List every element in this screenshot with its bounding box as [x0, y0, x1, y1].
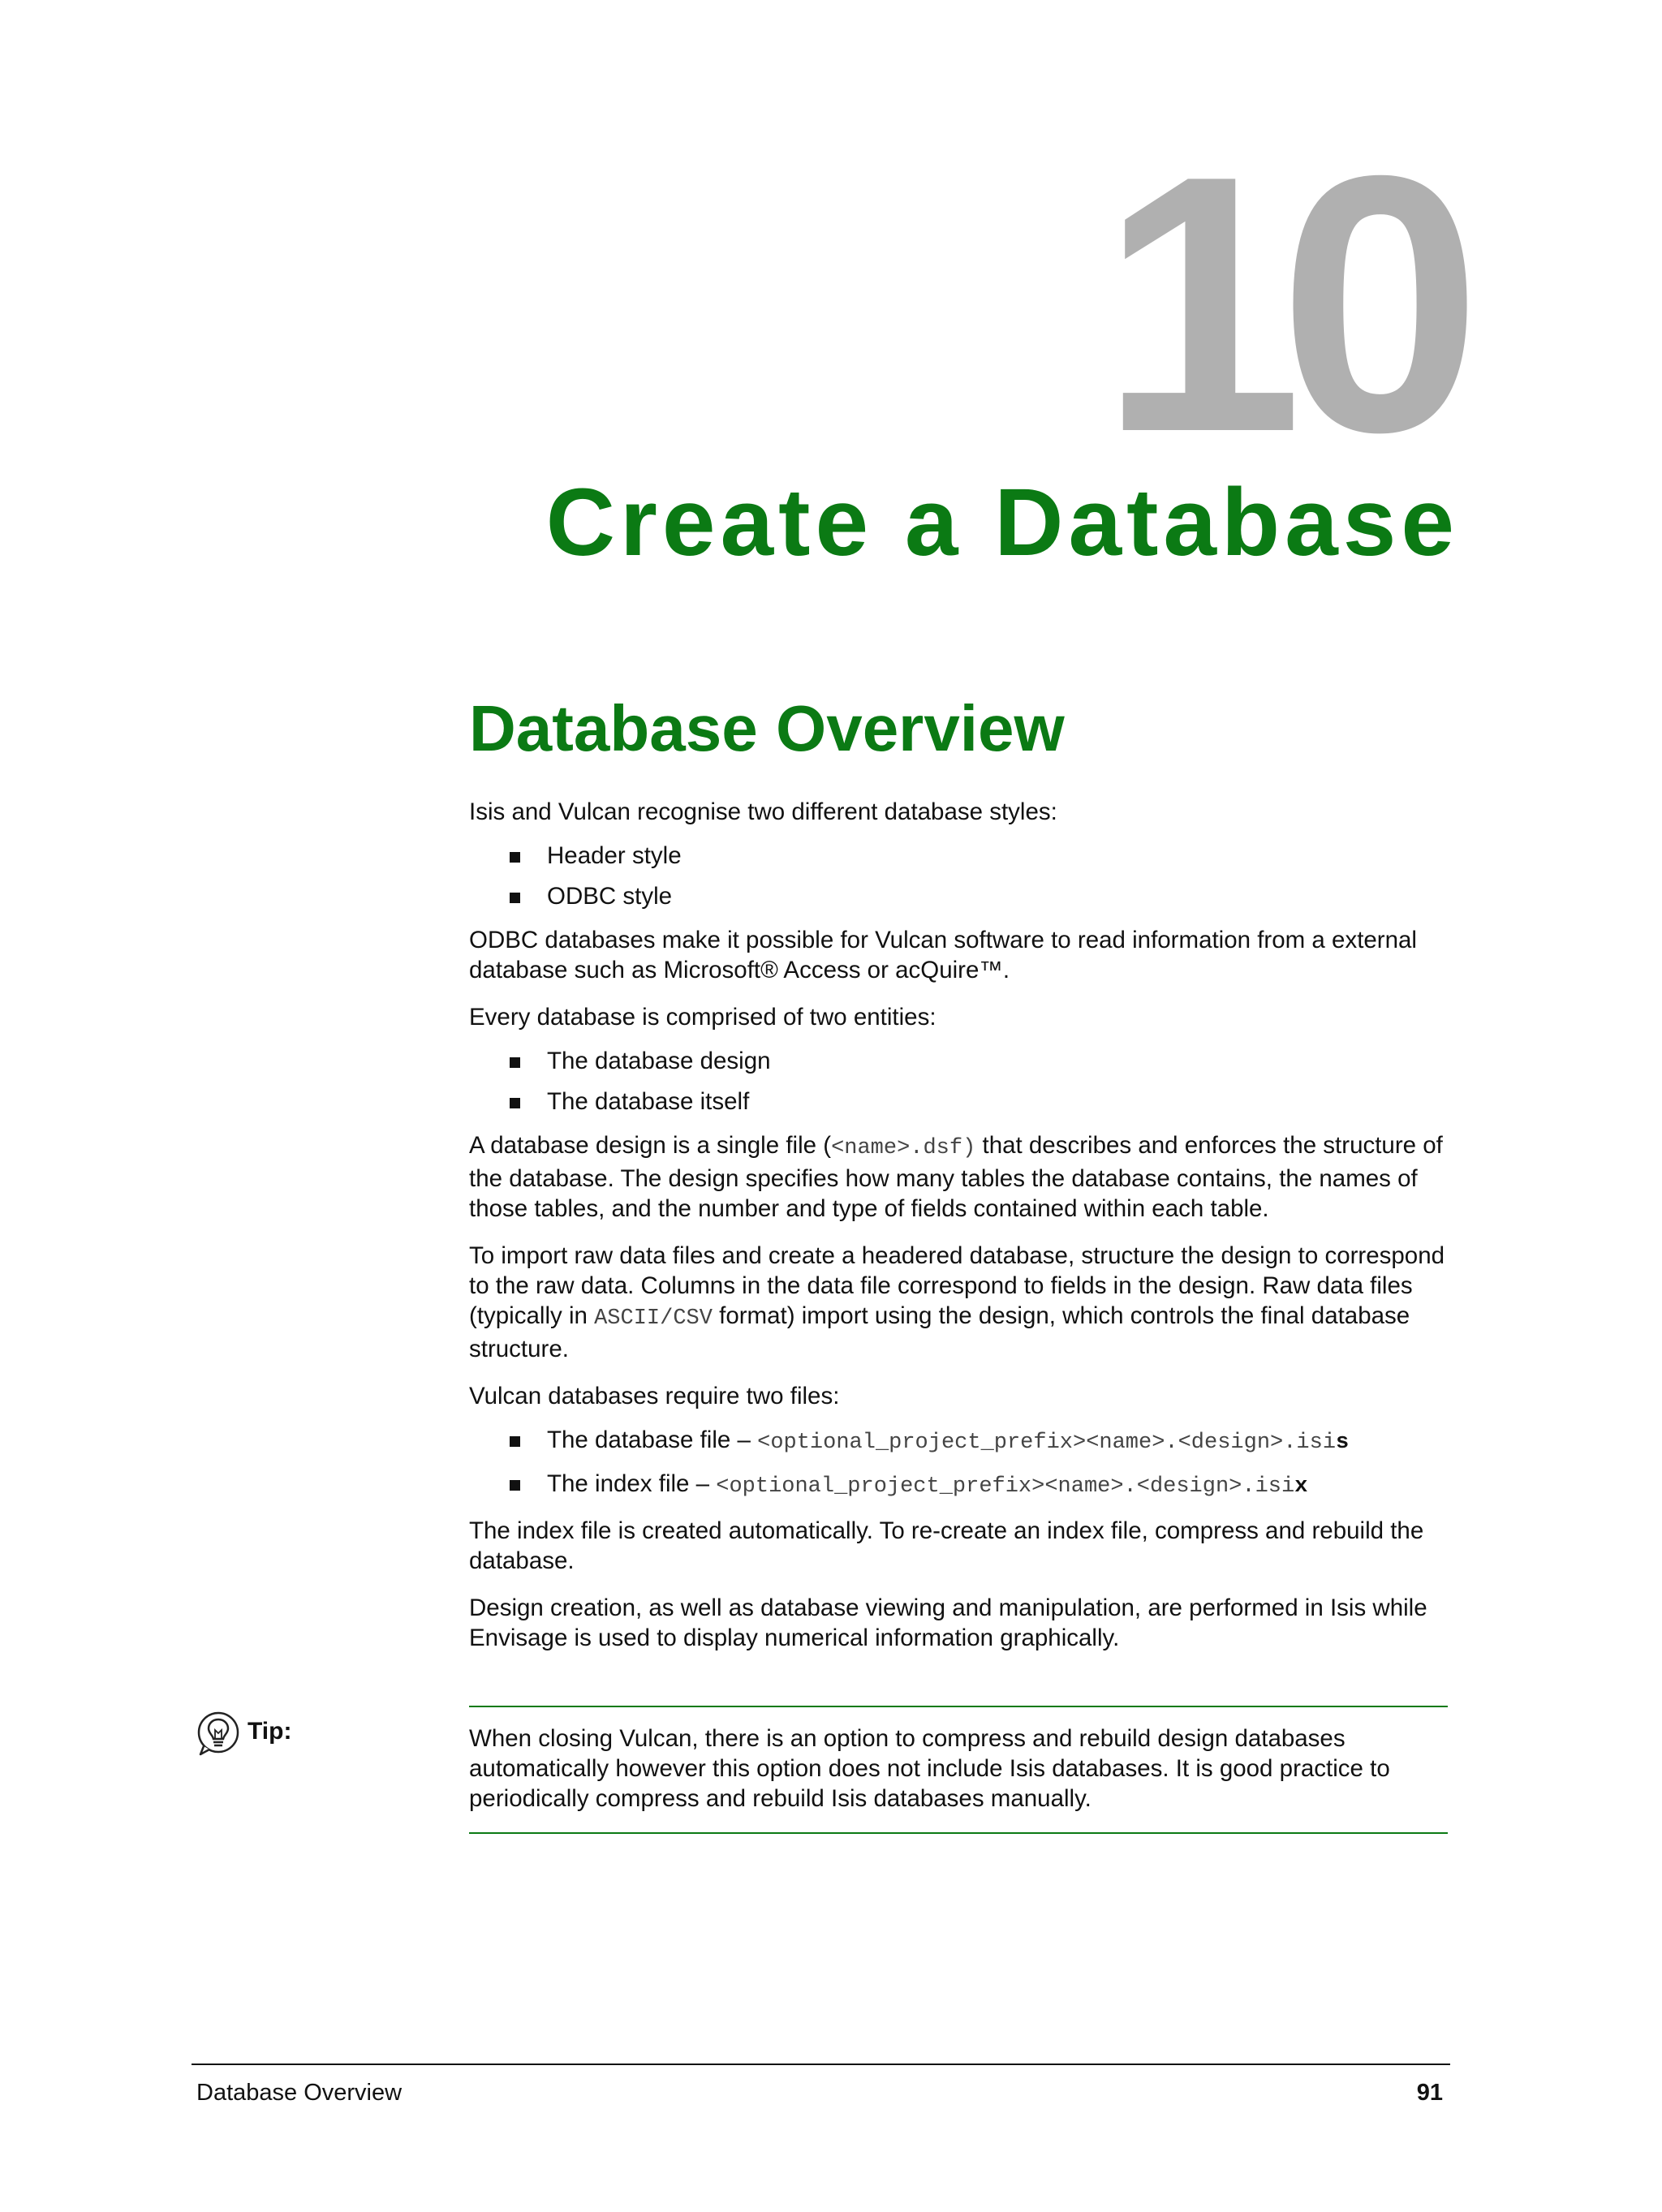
- square-bullet-icon: [510, 1480, 520, 1491]
- styles-list: [469, 841, 1451, 911]
- list-item: ODBC style: [469, 881, 1451, 911]
- chapter-number: 10: [1100, 101, 1457, 508]
- files-list: [469, 1425, 1451, 1502]
- entities-intro: Every database is comprised of two entities:: [469, 1004, 936, 1031]
- square-bullet-icon: [510, 1098, 520, 1108]
- square-bullet-icon: [510, 852, 520, 863]
- design-paragraph: A database design is a single file (<name>.dsf) that describes and enforces the structure of the database. The design specifies how many tables the database contains, the names of those tables, and the number and type of fields contained within each table.: [469, 1132, 1443, 1222]
- tip-text: When closing Vulcan, there is an option to compress and rebuild design databases automatically however this option does not include Isis databases. It is good practice to periodically compress and rebuild Isis databases manually.: [469, 1706, 1448, 1834]
- footer-divider: [192, 2064, 1450, 2065]
- files-intro: Vulcan databases require two files:: [469, 1383, 840, 1409]
- list-item: The database file – <optional_project_prefix><name>.<design>.isis: [469, 1425, 1451, 1458]
- import-paragraph: To import raw data files and create a headered database, structure the design to correspond to the raw data. Columns in the data file correspond to fields in the design. Raw data files (typically in ASCII/CSV format) import using the design, which controls the final database structure.: [469, 1242, 1445, 1362]
- square-bullet-icon: [510, 1057, 520, 1068]
- list-item: The database design: [469, 1046, 1451, 1076]
- square-bullet-icon: [510, 1436, 520, 1447]
- inline-code: <optional_project_prefix><name>.<design>.isis: [757, 1431, 1350, 1455]
- inline-code: ASCII/CSV: [594, 1306, 713, 1331]
- design-creation-paragraph: Design creation, as well as database viewing and manipulation, are performed in Isis while Envisage is used to display numerical information graphically.: [469, 1594, 1427, 1651]
- section-title: Database Overview: [469, 692, 1065, 764]
- lightbulb-icon: [196, 1711, 243, 1758]
- index-paragraph: The index file is created automatically. To re-create an index file, compress and rebuild the database.: [469, 1517, 1424, 1574]
- inline-code: <name>.dsf): [831, 1136, 976, 1160]
- entities-list: [469, 1046, 1451, 1117]
- list-item: The index file – <optional_project_prefix><name>.<design>.isix: [469, 1469, 1451, 1502]
- page-number: 91: [1416, 2080, 1443, 2106]
- body-text: [469, 797, 1451, 1670]
- inline-code: <optional_project_prefix><name>.<design>.isix: [716, 1474, 1308, 1499]
- chapter-title: Create a Database: [545, 469, 1459, 576]
- list-item: Header style: [469, 841, 1451, 871]
- intro-paragraph: Isis and Vulcan recognise two different database styles:: [469, 798, 1057, 825]
- square-bullet-icon: [510, 893, 520, 903]
- footer-section-title: Database Overview: [196, 2080, 403, 2106]
- odbc-paragraph: ODBC databases make it possible for Vulcan software to read information from a external database such as Microsoft® Access or acQuire™.: [469, 927, 1417, 983]
- tip-label: Tip:: [248, 1718, 292, 1745]
- list-item: The database itself: [469, 1087, 1451, 1117]
